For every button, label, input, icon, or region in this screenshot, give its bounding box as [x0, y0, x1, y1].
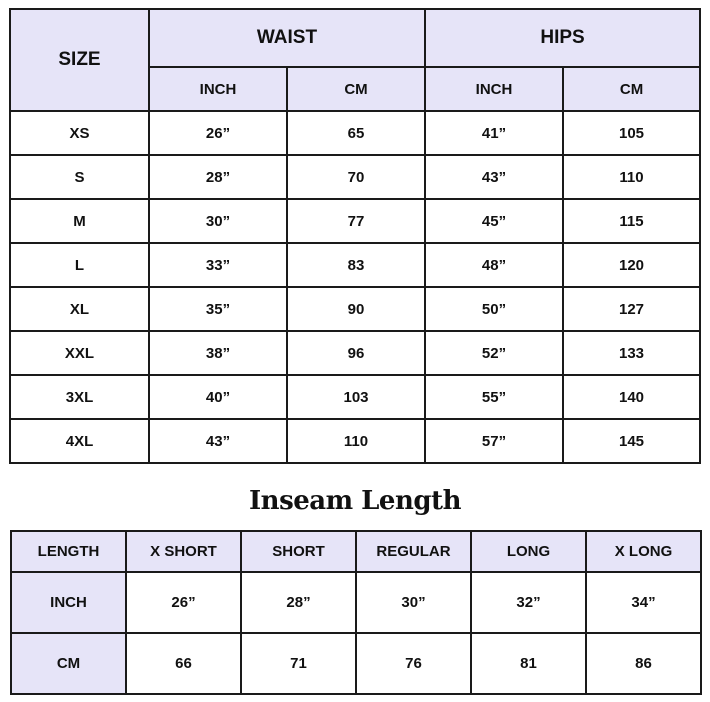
hips-inch-cell: 48”: [425, 243, 563, 287]
waist-inch-cell: 38”: [149, 331, 287, 375]
inseam-cell: 66: [126, 633, 241, 694]
short-header: SHORT: [241, 531, 356, 572]
hips-inch-cell: 41”: [425, 111, 563, 155]
row-label: CM: [11, 633, 126, 694]
waist-cm-header: CM: [287, 67, 425, 111]
waist-cm-cell: 110: [287, 419, 425, 463]
waist-inch-cell: 43”: [149, 419, 287, 463]
hips-cm-cell: 110: [563, 155, 700, 199]
size-chart-body: [10, 9, 700, 463]
waist-inch-cell: 26”: [149, 111, 287, 155]
inseam-cell: 81: [471, 633, 586, 694]
hips-inch-cell: 55”: [425, 375, 563, 419]
hips-cm-cell: 105: [563, 111, 700, 155]
waist-cm-cell: 96: [287, 331, 425, 375]
hips-cm-cell: 140: [563, 375, 700, 419]
size-cell: XXL: [10, 331, 149, 375]
table-row: [10, 331, 700, 375]
inseam-cell: 26”: [126, 572, 241, 633]
size-cell: XL: [10, 287, 149, 331]
hips-inch-cell: 57”: [425, 419, 563, 463]
size-header: SIZE: [10, 9, 149, 111]
waist-cm-cell: 70: [287, 155, 425, 199]
x-long-header: X LONG: [586, 531, 701, 572]
waist-inch-cell: 40”: [149, 375, 287, 419]
row-label: INCH: [11, 572, 126, 633]
waist-inch-cell: 28”: [149, 155, 287, 199]
hips-cm-header: CM: [563, 67, 700, 111]
table-row: [11, 572, 701, 633]
waist-cm-cell: 65: [287, 111, 425, 155]
hips-inch-cell: 45”: [425, 199, 563, 243]
hips-inch-cell: 43”: [425, 155, 563, 199]
table-row: [10, 419, 700, 463]
size-cell: L: [10, 243, 149, 287]
waist-cm-cell: 103: [287, 375, 425, 419]
inseam-cell: 76: [356, 633, 471, 694]
waist-cm-cell: 83: [287, 243, 425, 287]
table-row: [10, 243, 700, 287]
inseam-cell: 30”: [356, 572, 471, 633]
size-cell: XS: [10, 111, 149, 155]
waist-inch-header: INCH: [149, 67, 287, 111]
size-cell: 3XL: [10, 375, 149, 419]
table-row: [10, 375, 700, 419]
hips-cm-cell: 120: [563, 243, 700, 287]
hips-cm-cell: 133: [563, 331, 700, 375]
size-chart-table: [9, 8, 701, 464]
waist-cm-cell: 77: [287, 199, 425, 243]
x-short-header: X SHORT: [126, 531, 241, 572]
inseam-table: [10, 530, 702, 695]
waist-header: WAIST: [149, 9, 425, 67]
inseam-cell: 28”: [241, 572, 356, 633]
hips-cm-cell: 127: [563, 287, 700, 331]
regular-header: REGULAR: [356, 531, 471, 572]
size-cell: M: [10, 199, 149, 243]
inseam-title: Inseam Length: [249, 486, 461, 516]
inseam-cell: 86: [586, 633, 701, 694]
hips-inch-cell: 52”: [425, 331, 563, 375]
hips-inch-header: INCH: [425, 67, 563, 111]
hips-cm-cell: 115: [563, 199, 700, 243]
inseam-cell: 34”: [586, 572, 701, 633]
hips-inch-cell: 50”: [425, 287, 563, 331]
table-row: [10, 111, 700, 155]
table-row: [10, 155, 700, 199]
table-row: [11, 633, 701, 694]
size-cell: S: [10, 155, 149, 199]
waist-inch-cell: 30”: [149, 199, 287, 243]
waist-inch-cell: 35”: [149, 287, 287, 331]
length-header: LENGTH: [11, 531, 126, 572]
table-row: [10, 287, 700, 331]
hips-header: HIPS: [425, 9, 700, 67]
inseam-body: [11, 531, 701, 694]
long-header: LONG: [471, 531, 586, 572]
inseam-cell: 71: [241, 633, 356, 694]
hips-cm-cell: 145: [563, 419, 700, 463]
table-row: [10, 199, 700, 243]
waist-cm-cell: 90: [287, 287, 425, 331]
size-cell: 4XL: [10, 419, 149, 463]
waist-inch-cell: 33”: [149, 243, 287, 287]
inseam-cell: 32”: [471, 572, 586, 633]
